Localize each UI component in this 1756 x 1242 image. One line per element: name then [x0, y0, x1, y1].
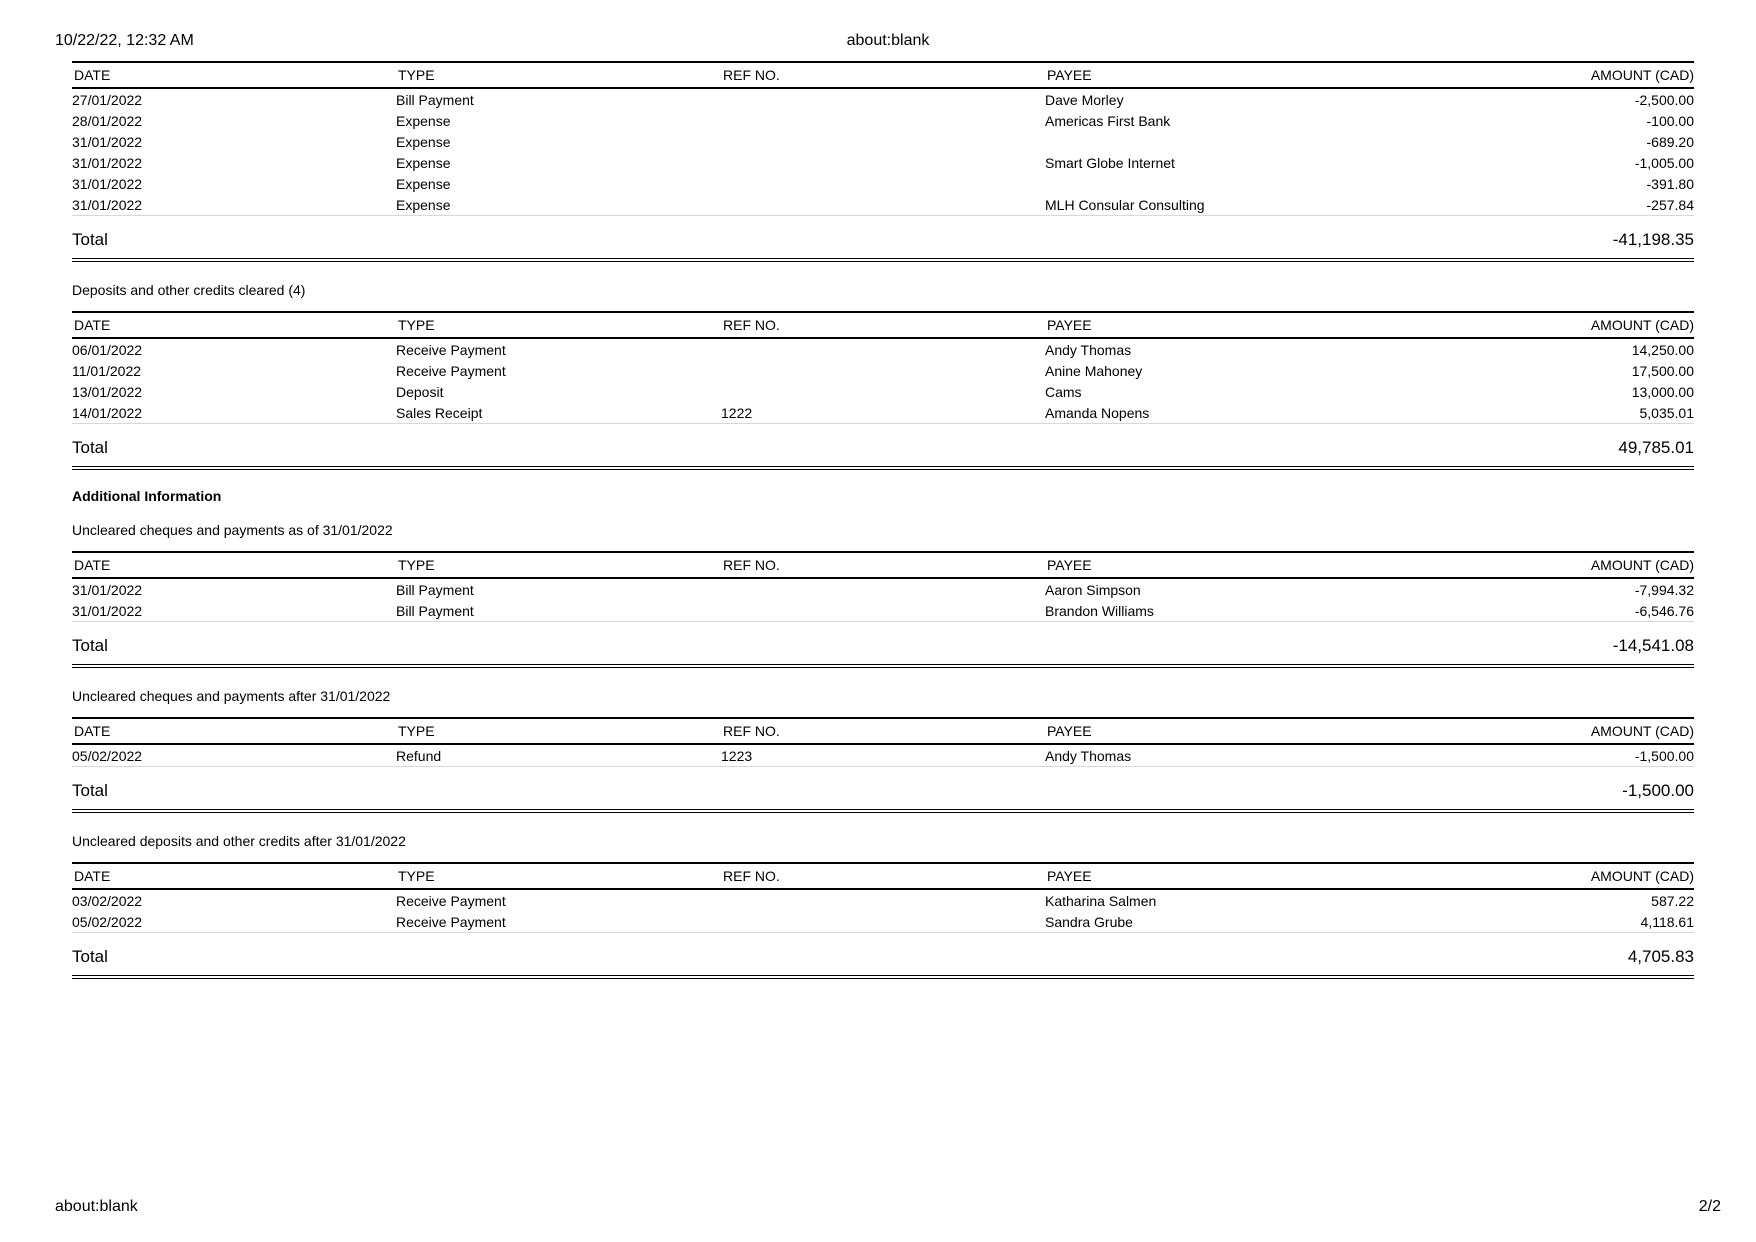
column-header-type: TYPE — [396, 718, 721, 744]
column-header-payee: PAYEE — [1045, 312, 1370, 338]
column-header-ref-no: REF NO. — [721, 312, 1045, 338]
type-cell: Expense — [396, 133, 451, 150]
date-cell: 05/02/2022 — [72, 911, 396, 933]
date-cell: 31/01/2022 — [72, 600, 396, 622]
date-cell: 27/01/2022 — [72, 91, 143, 108]
payee-cell: Dave Morley — [1045, 91, 1124, 108]
table-row — [72, 194, 1694, 216]
column-header-amount: AMOUNT (CAD) — [1370, 552, 1694, 578]
print-header — [55, 31, 1721, 51]
type-cell: Refund — [396, 744, 721, 767]
type-cell: Receive Payment — [396, 341, 506, 358]
type-cell: Bill Payment — [396, 581, 474, 598]
total-amount: -14,541.08 — [1612, 636, 1694, 655]
table-row — [72, 360, 1694, 381]
amount-cell: -689.20 — [1646, 133, 1694, 150]
date-cell: 06/01/2022 — [72, 341, 143, 358]
column-header-date: DATE — [72, 863, 396, 889]
payee-cell — [1045, 173, 1370, 194]
section-uncleared-deposits-after — [72, 831, 1694, 979]
column-header-amount: AMOUNT (CAD) — [1370, 312, 1694, 338]
report-table — [72, 862, 1694, 933]
ref-no-cell — [721, 578, 1045, 600]
date-cell: 05/02/2022 — [72, 744, 396, 767]
column-header-ref-no: REF NO. — [721, 552, 1045, 578]
type-cell: Receive Payment — [396, 362, 506, 379]
date-cell: 14/01/2022 — [72, 402, 396, 424]
payee-cell: Andy Thomas — [1045, 341, 1132, 358]
total-row — [72, 939, 1694, 979]
type-cell: Sales Receipt — [396, 402, 721, 424]
type-cell: Expense — [396, 112, 451, 129]
column-header-type: TYPE — [396, 552, 721, 578]
column-header-type: TYPE — [396, 62, 721, 88]
table-header-row — [72, 863, 1694, 889]
payee-cell: Katharina Salmen — [1045, 892, 1157, 909]
amount-cell: -2,500.00 — [1634, 91, 1694, 108]
table-row — [72, 110, 1694, 131]
print-datetime: 10/22/22, 12:32 AM — [55, 32, 194, 49]
print-page-number: 2/2 — [1698, 1198, 1721, 1215]
table-row — [72, 88, 1694, 110]
total-amount: 4,705.83 — [1627, 947, 1694, 966]
table-row — [72, 402, 1694, 424]
ref-no-cell — [721, 194, 1045, 216]
table-row — [72, 131, 1694, 152]
print-url: about:blank — [55, 1198, 138, 1215]
ref-no-cell: 1223 — [721, 744, 1045, 767]
amount-cell: -1,005.00 — [1634, 154, 1694, 171]
section-caption: Uncleared cheques and payments as of 31/01/2022 — [72, 522, 393, 538]
total-amount: -1,500.00 — [1622, 781, 1694, 800]
amount-cell: -6,546.76 — [1370, 600, 1694, 622]
column-header-ref-no: REF NO. — [721, 718, 1045, 744]
amount-cell: -391.80 — [1646, 175, 1694, 192]
payee-cell: Americas First Bank — [1045, 112, 1171, 129]
type-cell: Deposit — [396, 383, 444, 400]
type-cell: Receive Payment — [396, 911, 721, 933]
ref-no-cell — [721, 110, 1045, 131]
section-caption: Deposits and other credits cleared (4) — [72, 282, 306, 298]
table-row — [72, 889, 1694, 911]
column-header-amount: AMOUNT (CAD) — [1370, 62, 1694, 88]
column-header-date: DATE — [72, 552, 396, 578]
amount-cell: -100.00 — [1646, 112, 1694, 129]
amount-cell: -7,994.32 — [1634, 581, 1694, 598]
column-header-type: TYPE — [396, 312, 721, 338]
payee-cell: Smart Globe Internet — [1045, 154, 1175, 171]
report-content — [72, 61, 1694, 979]
section-caption: Uncleared cheques and payments after 31/01/2022 — [72, 688, 391, 704]
report-table — [72, 551, 1694, 622]
total-row — [72, 430, 1694, 470]
section-caption: Uncleared deposits and other credits after 31/01/2022 — [72, 833, 406, 849]
amount-cell: 13,000.00 — [1631, 383, 1694, 400]
report-table — [72, 717, 1694, 767]
ref-no-cell — [721, 360, 1045, 381]
total-amount: 49,785.01 — [1618, 438, 1694, 457]
column-header-date: DATE — [72, 62, 396, 88]
table-header-row — [72, 62, 1694, 88]
ref-no-cell: 1222 — [721, 402, 1045, 424]
type-cell: Expense — [396, 175, 451, 192]
total-label: Total — [72, 781, 108, 800]
ref-no-cell — [721, 131, 1045, 152]
ref-no-cell — [721, 152, 1045, 173]
amount-cell: 587.22 — [1651, 892, 1694, 909]
table-row — [72, 578, 1694, 600]
table-row — [72, 911, 1694, 933]
date-cell: 03/02/2022 — [72, 892, 143, 909]
amount-cell: 5,035.01 — [1370, 402, 1694, 424]
ref-no-cell — [721, 338, 1045, 360]
column-header-payee: PAYEE — [1045, 863, 1370, 889]
section-deposits-cleared — [72, 280, 1694, 470]
ref-no-cell — [721, 173, 1045, 194]
date-cell: 28/01/2022 — [72, 112, 143, 129]
column-header-date: DATE — [72, 718, 396, 744]
table-row — [72, 338, 1694, 360]
section-cheques-cleared — [72, 61, 1694, 262]
table-header-row — [72, 312, 1694, 338]
table-row — [72, 173, 1694, 194]
payee-cell — [1045, 131, 1370, 152]
table-row — [72, 600, 1694, 622]
ref-no-cell — [721, 911, 1045, 933]
column-header-payee: PAYEE — [1045, 552, 1370, 578]
type-cell: Bill Payment — [396, 91, 474, 108]
print-footer — [55, 1197, 1721, 1217]
payee-cell: Brandon Williams — [1045, 600, 1370, 622]
type-cell: Expense — [396, 194, 721, 216]
total-row — [72, 222, 1694, 262]
date-cell: 31/01/2022 — [72, 194, 396, 216]
column-header-amount: AMOUNT (CAD) — [1370, 863, 1694, 889]
ref-no-cell — [721, 600, 1045, 622]
date-cell: 31/01/2022 — [72, 175, 143, 192]
total-row — [72, 773, 1694, 813]
additional-information-title: Additional Information — [72, 488, 222, 504]
date-cell: 11/01/2022 — [72, 362, 142, 379]
total-label: Total — [72, 438, 108, 457]
amount-cell: 17,500.00 — [1631, 362, 1694, 379]
type-cell: Expense — [396, 154, 451, 171]
date-cell: 31/01/2022 — [72, 581, 143, 598]
ref-no-cell — [721, 889, 1045, 911]
amount-cell: 14,250.00 — [1631, 341, 1694, 358]
ref-no-cell — [721, 88, 1045, 110]
payee-cell: Sandra Grube — [1045, 911, 1370, 933]
amount-cell: -1,500.00 — [1370, 744, 1694, 767]
table-row — [72, 744, 1694, 767]
report-table — [72, 61, 1694, 216]
payee-cell: MLH Consular Consulting — [1045, 194, 1370, 216]
date-cell: 13/01/2022 — [72, 383, 143, 400]
amount-cell: -257.84 — [1370, 194, 1694, 216]
table-row — [72, 152, 1694, 173]
payee-cell: Andy Thomas — [1045, 744, 1370, 767]
table-header-row — [72, 718, 1694, 744]
date-cell: 31/01/2022 — [72, 154, 143, 171]
column-header-payee: PAYEE — [1045, 718, 1370, 744]
report-table — [72, 311, 1694, 424]
column-header-ref-no: REF NO. — [721, 62, 1045, 88]
payee-cell: Cams — [1045, 383, 1082, 400]
date-cell: 31/01/2022 — [72, 133, 143, 150]
table-row — [72, 381, 1694, 402]
print-page-title: about:blank — [846, 32, 930, 49]
total-label: Total — [72, 947, 108, 966]
section-uncleared-as-of — [72, 520, 1694, 668]
type-cell: Bill Payment — [396, 600, 721, 622]
column-header-date: DATE — [72, 312, 396, 338]
section-uncleared-after — [72, 686, 1694, 813]
column-header-payee: PAYEE — [1045, 62, 1370, 88]
column-header-type: TYPE — [396, 863, 721, 889]
type-cell: Receive Payment — [396, 892, 506, 909]
total-label: Total — [72, 636, 108, 655]
total-label: Total — [72, 230, 108, 249]
ref-no-cell — [721, 381, 1045, 402]
total-amount: -41,198.35 — [1612, 230, 1694, 249]
total-row — [72, 628, 1694, 668]
amount-cell: 4,118.61 — [1370, 911, 1694, 933]
column-header-ref-no: REF NO. — [721, 863, 1045, 889]
table-header-row — [72, 552, 1694, 578]
payee-cell: Amanda Nopens — [1045, 402, 1370, 424]
column-header-amount: AMOUNT (CAD) — [1370, 718, 1694, 744]
payee-cell: Anine Mahoney — [1045, 362, 1143, 379]
payee-cell: Aaron Simpson — [1045, 581, 1141, 598]
